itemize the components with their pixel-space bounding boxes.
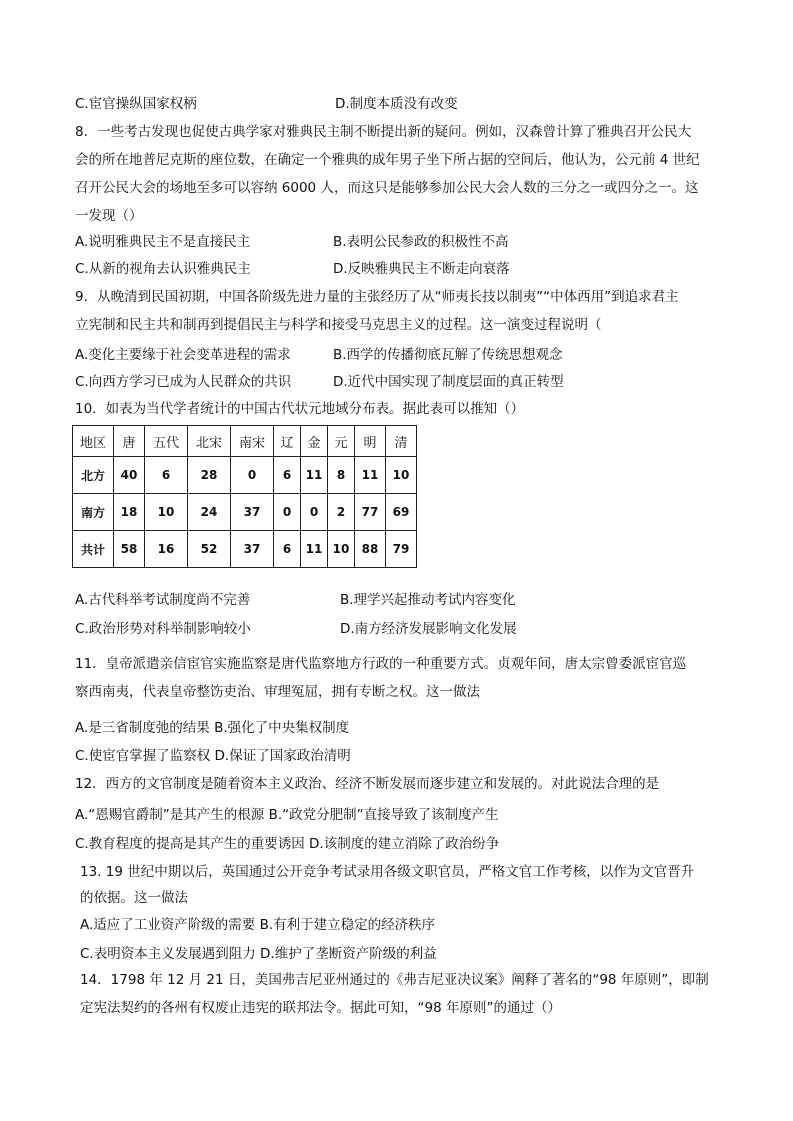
table-row (73, 457, 417, 494)
table-cell: 南方 (73, 494, 114, 531)
table-row (73, 494, 417, 531)
table-cell: 79 (386, 531, 417, 568)
q10-option-a: A.古代科举考试制度尚不完善 (75, 592, 251, 608)
q14-stem-line-2: 定宪法契约的各州有权废止违宪的联邦法令。据此可知，“98 年原则”的通过（） (80, 1000, 561, 1016)
table-cell: 6 (145, 457, 188, 494)
table-cell: 11 (301, 457, 328, 494)
q9-stem-line-2: 立宪制和民主共和制再到提倡民主与科学和接受马克思主义的过程。这一演变过程说明（ (75, 317, 602, 333)
q13-stem-line-1: 13. 19 世纪中期以后，英国通过公开竞争考试录用各级文职官员，严格文官工作考核，以作为文官晋升 (80, 864, 695, 880)
table-cell: 40 (114, 457, 145, 494)
q8-option-c: C.从新的视角去认识雅典民主 (75, 261, 251, 277)
table-header-cell: 五代 (145, 426, 188, 457)
q13-options-cd: C.表明资本主义发展遇到阻力 D.维护了垄断资产阶级的利益 (80, 946, 437, 962)
q9-option-c: C.向西方学习已成为人民群众的共识 (75, 374, 292, 390)
table-cell: 11 (301, 531, 328, 568)
q13-stem-line-2: 的依据。这一做法 (80, 890, 188, 906)
q8-option-b: B.表明公民参政的积极性不高 (333, 234, 509, 250)
table-cell: 2 (328, 494, 355, 531)
table-cell: 6 (274, 457, 301, 494)
q8-stem-line-1: 8．一些考古发现也促使古典学家对雅典民主制不断提出新的疑问。例如，汉森曾计算了雅典召开公民大 (75, 124, 692, 140)
q11-stem-line-2: 察西南夷，代表皇帝整饬吏治、审理冤屈，拥有专断之权。这一做法 (75, 684, 480, 700)
table-header-row (73, 426, 417, 457)
table-cell: 11 (355, 457, 386, 494)
table-cell: 37 (231, 531, 274, 568)
q11-stem-line-1: 11．皇帝派遣亲信宦官实施监察是唐代监察地方行政的一种重要方式。贞观年间，唐太宗曾委派宦官巡 (75, 656, 687, 672)
q10-option-c: C.政治形势对科举制影响较小 (75, 621, 251, 637)
q12-stem: 12．西方的文官制度是随着资本主义政治、经济不断发展而逐步建立和发展的。对此说法合理的是 (75, 776, 660, 792)
table-cell: 18 (114, 494, 145, 531)
table-row (73, 531, 417, 568)
q11-options-cd: C.使宦官掌握了监察权 D.保证了国家政治清明 (75, 748, 351, 764)
q7-option-d: D.制度本质没有改变 (335, 96, 458, 112)
q10-option-b: B.理学兴起推动考试内容变化 (340, 592, 516, 608)
table-cell: 北方 (73, 457, 114, 494)
table-cell: 88 (355, 531, 386, 568)
table-cell: 24 (188, 494, 231, 531)
q7-option-c: C.宦官操纵国家权柄 (75, 96, 197, 112)
table-cell: 10 (145, 494, 188, 531)
table-cell: 10 (386, 457, 417, 494)
q12-options-cd: C.教育程度的提高是其产生的重要诱因 D.该制度的建立消除了政治纷争 (75, 836, 500, 852)
q11-options-ab: A.是三省制度弛的结果 B.强化了中央集权制度 (75, 720, 350, 736)
table-header-cell: 辽 (274, 426, 301, 457)
table-cell: 37 (231, 494, 274, 531)
q14-stem-line-1: 14．1798 年 12 月 21 日，美国弗吉尼亚州通过的《弗吉尼亚决议案》阐释了著名的“98 年原则”，即制 (80, 972, 709, 988)
table-cell: 69 (386, 494, 417, 531)
table-header-cell: 唐 (114, 426, 145, 457)
table-header-cell: 北宋 (188, 426, 231, 457)
q10-stem: 10．如表为当代学者统计的中国古代状元地域分布表。据此表可以推知（） (75, 401, 525, 417)
table-cell: 共计 (73, 531, 114, 568)
table-cell: 6 (274, 531, 301, 568)
q8-stem-line-4: 一发现（） (75, 208, 143, 224)
table-header-cell: 清 (386, 426, 417, 457)
q8-option-a: A.说明雅典民主不是直接民主 (75, 234, 251, 250)
table-cell: 0 (301, 494, 328, 531)
table-cell: 0 (274, 494, 301, 531)
q13-options-ab: A.适应了工业资产阶级的需要 B.有利于建立稳定的经济秩序 (80, 917, 436, 933)
scholar-distribution-table (72, 425, 417, 568)
q8-stem-line-3: 召开公民大会的场地至多可以容纳 6000 人，而这只是能够参加公民大会人数的三分之一或四分之一。这 (75, 180, 699, 196)
q8-stem-line-2: 会的所在地普尼克斯的座位数，在确定一个雅典的成年男子坐下所占据的空间后，他认为，公元前 4 世纪 (75, 152, 700, 168)
table-cell: 16 (145, 531, 188, 568)
q9-option-d: D.近代中国实现了制度层面的真正转型 (333, 374, 564, 390)
table-cell: 52 (188, 531, 231, 568)
table-header-cell: 金 (301, 426, 328, 457)
table-header-cell: 元 (328, 426, 355, 457)
q9-option-b: B.西学的传播彻底瓦解了传统思想观念 (333, 347, 563, 363)
table-cell: 58 (114, 531, 145, 568)
q9-option-a: A.变化主要缘于社会变革进程的需求 (75, 347, 291, 363)
table-cell: 10 (328, 531, 355, 568)
table-header-cell: 南宋 (231, 426, 274, 457)
q12-options-ab: A.“恩赐官爵制”是其产生的根源 B.“政党分肥制”直接导致了该制度产生 (75, 807, 499, 823)
q10-option-d: D.南方经济发展影响文化发展 (340, 621, 517, 637)
table-cell: 8 (328, 457, 355, 494)
q9-stem-line-1: 9．从晚清到民国初期，中国各阶级先进力量的主张经历了从“师夷长技以制夷”“中体西用”到追求君主 (75, 289, 679, 305)
table-cell: 28 (188, 457, 231, 494)
q8-option-d: D.反映雅典民主不断走向衰落 (333, 261, 510, 277)
table-header-cell: 明 (355, 426, 386, 457)
table-cell: 0 (231, 457, 274, 494)
table-cell: 77 (355, 494, 386, 531)
table-header-cell: 地区 (73, 426, 114, 457)
